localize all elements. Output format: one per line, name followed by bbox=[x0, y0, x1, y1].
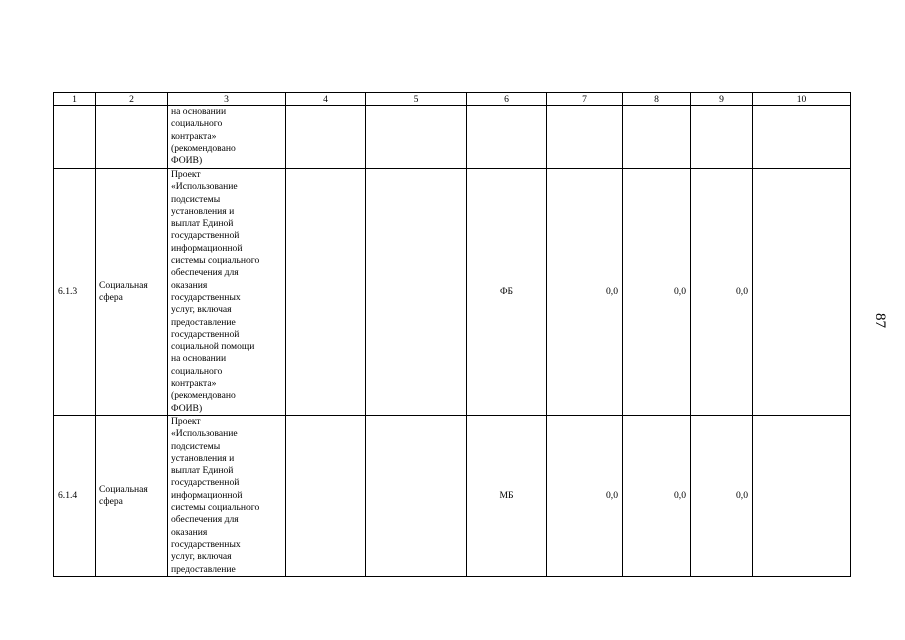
value-cell: 0,0 bbox=[623, 416, 691, 577]
sphere-cell: Социальная сфера bbox=[96, 169, 168, 416]
value-cell: 0,0 bbox=[547, 169, 623, 416]
row-number-cell: 6.1.3 bbox=[54, 169, 96, 416]
value-cell bbox=[691, 106, 753, 169]
col10-cell bbox=[753, 169, 851, 416]
table-row bbox=[54, 416, 851, 577]
row-number-cell: 6.1.4 bbox=[54, 416, 96, 577]
value-cell: 0,0 bbox=[547, 416, 623, 577]
col4-cell bbox=[286, 169, 366, 416]
description-cell: Проект «Использование подсистемы установления и выплат Единой государственной информационной системы социального обеспечения для оказания государственных услуг, включая предоставление государственной социальной помощи на основании социального контракта» (рекомендовано ФОИВ) bbox=[168, 169, 286, 416]
value-cell: 0,0 bbox=[691, 169, 753, 416]
header-cell: 7 bbox=[547, 93, 623, 106]
header-cell: 9 bbox=[691, 93, 753, 106]
budget-cell bbox=[467, 106, 547, 169]
col5-cell bbox=[366, 416, 467, 577]
header-cell: 2 bbox=[96, 93, 168, 106]
budget-cell: МБ bbox=[467, 416, 547, 577]
col10-cell bbox=[753, 416, 851, 577]
header-cell: 5 bbox=[366, 93, 467, 106]
value-cell: 0,0 bbox=[691, 416, 753, 577]
sphere-cell: Социальная сфера bbox=[96, 416, 168, 577]
page-number: 87 bbox=[872, 313, 888, 328]
table-row-continuation bbox=[54, 106, 851, 169]
col5-cell bbox=[366, 106, 467, 169]
header-cell: 1 bbox=[54, 93, 96, 106]
value-cell bbox=[623, 106, 691, 169]
row-number-cell bbox=[54, 106, 96, 169]
table-row bbox=[54, 169, 851, 416]
sphere-cell bbox=[96, 106, 168, 169]
header-cell: 4 bbox=[286, 93, 366, 106]
value-cell: 0,0 bbox=[623, 169, 691, 416]
col4-cell bbox=[286, 106, 366, 169]
header-cell: 6 bbox=[467, 93, 547, 106]
col5-cell bbox=[366, 169, 467, 416]
budget-cell: ФБ bbox=[467, 169, 547, 416]
table-header-row bbox=[54, 93, 851, 106]
header-cell: 10 bbox=[753, 93, 851, 106]
header-cell: 8 bbox=[623, 93, 691, 106]
header-cell: 3 bbox=[168, 93, 286, 106]
value-cell bbox=[547, 106, 623, 169]
description-cell: на основании социального контракта» (рекомендовано ФОИВ) bbox=[168, 106, 286, 169]
data-table bbox=[53, 92, 851, 577]
col4-cell bbox=[286, 416, 366, 577]
description-cell: Проект «Использование подсистемы установления и выплат Единой государственной информационной системы социального обеспечения для оказания государственных услуг, включая предоставление bbox=[168, 416, 286, 577]
col10-cell bbox=[753, 106, 851, 169]
